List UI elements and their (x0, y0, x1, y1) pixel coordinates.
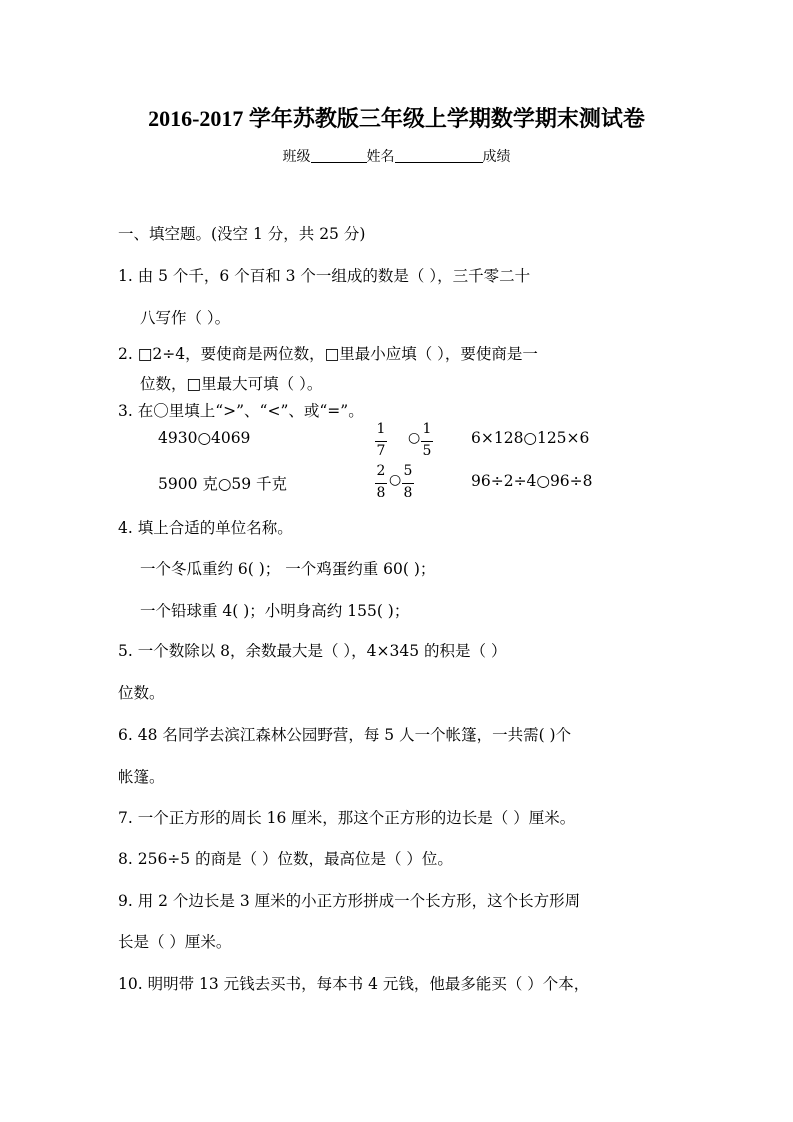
q1-line1: 1. 由 5 个千，6 个百和 3 个一组成的数是（ ），三千零二十 (118, 267, 531, 285)
q4-line2: 一个冬瓜重约 6( )； 一个鸡蛋约重 60( )； (140, 560, 436, 578)
frac-numerator: 1 (422, 421, 432, 437)
frac-numerator: 5 (403, 463, 413, 479)
compare-circle[interactable]: ○ (408, 430, 421, 446)
q3-r2c3: 96÷2÷4○96÷8 (471, 472, 593, 490)
q3-r1c3: 6×128○125×6 (471, 429, 590, 447)
q7-line1: 7. 一个正方形的周长 16 厘米，那这个正方形的边长是（ ）厘米。 (118, 809, 576, 827)
frac-numerator: 2 (376, 463, 386, 479)
frac-numerator: 1 (376, 421, 386, 437)
frac-bar (421, 441, 433, 442)
q3-line1: 3. 在〇里填上“>”、“<”、或“=”。 (118, 402, 364, 420)
q3-r1c1: 4930○4069 (158, 429, 251, 447)
frac-bar (375, 483, 387, 484)
frac-bar (402, 483, 414, 484)
q9-line2: 长是（ ）厘米。 (118, 933, 232, 951)
q1-line2: 八写作（ ）。 (140, 309, 231, 327)
q4-line1: 4. 填上合适的单位名称。 (118, 519, 293, 537)
frac-denominator: 8 (403, 485, 413, 501)
q3-r2c1: 5900 克○59 千克 (158, 475, 288, 493)
name-label: 姓名 (366, 149, 395, 165)
q5-line2: 位数。 (118, 684, 165, 702)
q9-line1: 9. 用 2 个边长是 3 厘米的小正方形拼成一个长方形，这个长方形周 (118, 892, 581, 910)
q5-line1: 5. 一个数除以 8，余数最大是（ ），4×345 的积是（ ） (118, 642, 507, 660)
frac-denominator: 8 (376, 485, 386, 501)
score-label: 成绩 (482, 149, 511, 165)
q2-line1: 2. □2÷4，要使商是两位数，□里最小应填（ ），要使商是一 (118, 345, 538, 363)
class-blank[interactable] (311, 148, 367, 163)
q2-line2: 位数，□里最大可填（ ）。 (140, 375, 323, 393)
q4-line3: 一个铅球重 4( )；小明身高约 155( )； (140, 602, 410, 620)
page-title: 2016-2017 学年苏教版三年级上学期数学期末测试卷 (148, 106, 645, 131)
section1-heading: 一、填空题。(没空 1 分，共 25 分) (118, 225, 366, 243)
q6-line1: 6. 48 名同学去滨江森林公园野营，每 5 人一个帐篷，一共需( )个 (118, 726, 572, 744)
frac-denominator: 7 (376, 443, 386, 459)
student-info-line (0, 146, 793, 166)
frac-denominator: 5 (422, 443, 432, 459)
q10-line1: 10. 明明带 13 元钱去买书，每本书 4 元钱，他最多能买（ ）个本， (118, 975, 590, 993)
q6-line2: 帐篷。 (118, 768, 165, 786)
frac-bar (375, 441, 387, 442)
class-label: 班级 (282, 149, 311, 165)
name-blank[interactable] (395, 148, 483, 163)
compare-circle[interactable]: ○ (389, 472, 402, 488)
q8-line1: 8. 256÷5 的商是（ ）位数，最高位是（ ）位。 (118, 850, 453, 868)
